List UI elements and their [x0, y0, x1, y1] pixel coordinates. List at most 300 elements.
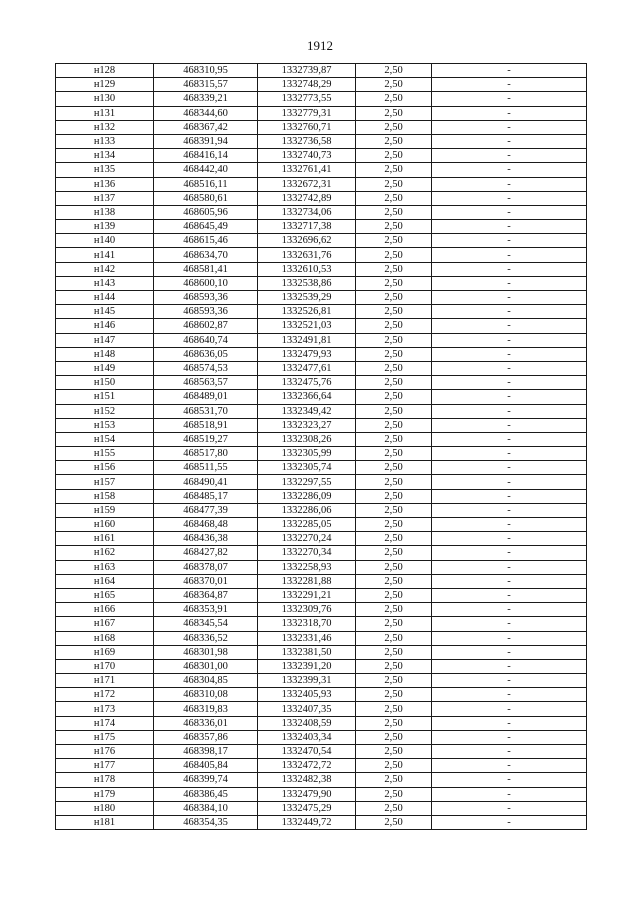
y-coordinate-cell: 1332472,72	[258, 759, 356, 773]
y-coordinate-cell: 1332539,29	[258, 291, 356, 305]
description-cell: -	[432, 134, 587, 148]
accuracy-cell: 2,50	[356, 447, 432, 461]
table-row	[56, 503, 587, 517]
x-coordinate-cell: 468416,14	[154, 149, 258, 163]
point-id-cell: н169	[56, 645, 154, 659]
y-coordinate-cell: 1332538,86	[258, 276, 356, 290]
table-row	[56, 276, 587, 290]
table-row	[56, 475, 587, 489]
x-coordinate-cell: 468378,07	[154, 560, 258, 574]
accuracy-cell: 2,50	[356, 730, 432, 744]
point-id-cell: н181	[56, 815, 154, 829]
x-coordinate-cell: 468336,52	[154, 631, 258, 645]
point-id-cell: н158	[56, 489, 154, 503]
x-coordinate-cell: 468580,61	[154, 191, 258, 205]
point-id-cell: н157	[56, 475, 154, 489]
y-coordinate-cell: 1332331,46	[258, 631, 356, 645]
table-row	[56, 574, 587, 588]
y-coordinate-cell: 1332408,59	[258, 716, 356, 730]
x-coordinate-cell: 468386,45	[154, 787, 258, 801]
accuracy-cell: 2,50	[356, 106, 432, 120]
x-coordinate-cell: 468391,94	[154, 134, 258, 148]
point-id-cell: н136	[56, 177, 154, 191]
description-cell: -	[432, 163, 587, 177]
table-row	[56, 773, 587, 787]
point-id-cell: н134	[56, 149, 154, 163]
description-cell: -	[432, 674, 587, 688]
description-cell: -	[432, 305, 587, 319]
table-row	[56, 305, 587, 319]
y-coordinate-cell: 1332291,21	[258, 588, 356, 602]
x-coordinate-cell: 468344,60	[154, 106, 258, 120]
accuracy-cell: 2,50	[356, 418, 432, 432]
point-id-cell: н154	[56, 432, 154, 446]
x-coordinate-cell: 468511,55	[154, 461, 258, 475]
table-row	[56, 560, 587, 574]
accuracy-cell: 2,50	[356, 404, 432, 418]
table-row	[56, 234, 587, 248]
table-row	[56, 432, 587, 446]
point-id-cell: н174	[56, 716, 154, 730]
point-id-cell: н165	[56, 588, 154, 602]
description-cell: -	[432, 631, 587, 645]
point-id-cell: н151	[56, 390, 154, 404]
point-id-cell: н166	[56, 603, 154, 617]
x-coordinate-cell: 468519,27	[154, 432, 258, 446]
accuracy-cell: 2,50	[356, 120, 432, 134]
table-row	[56, 177, 587, 191]
x-coordinate-cell: 468517,80	[154, 447, 258, 461]
accuracy-cell: 2,50	[356, 503, 432, 517]
point-id-cell: н129	[56, 78, 154, 92]
description-cell: -	[432, 78, 587, 92]
x-coordinate-cell: 468593,36	[154, 305, 258, 319]
description-cell: -	[432, 730, 587, 744]
accuracy-cell: 2,50	[356, 518, 432, 532]
coordinates-table-body	[56, 64, 587, 830]
x-coordinate-cell: 468367,42	[154, 120, 258, 134]
point-id-cell: н167	[56, 617, 154, 631]
point-id-cell: н161	[56, 532, 154, 546]
point-id-cell: н176	[56, 745, 154, 759]
accuracy-cell: 2,50	[356, 603, 432, 617]
table-row	[56, 716, 587, 730]
x-coordinate-cell: 468301,00	[154, 659, 258, 673]
point-id-cell: н168	[56, 631, 154, 645]
description-cell: -	[432, 588, 587, 602]
y-coordinate-cell: 1332318,70	[258, 617, 356, 631]
x-coordinate-cell: 468304,85	[154, 674, 258, 688]
accuracy-cell: 2,50	[356, 489, 432, 503]
description-cell: -	[432, 390, 587, 404]
x-coordinate-cell: 468384,10	[154, 801, 258, 815]
table-row	[56, 347, 587, 361]
accuracy-cell: 2,50	[356, 815, 432, 829]
description-cell: -	[432, 120, 587, 134]
table-row	[56, 64, 587, 78]
x-coordinate-cell: 468490,41	[154, 475, 258, 489]
accuracy-cell: 2,50	[356, 588, 432, 602]
table-row	[56, 106, 587, 120]
point-id-cell: н132	[56, 120, 154, 134]
description-cell: -	[432, 92, 587, 106]
y-coordinate-cell: 1332281,88	[258, 574, 356, 588]
accuracy-cell: 2,50	[356, 376, 432, 390]
point-id-cell: н137	[56, 191, 154, 205]
table-row	[56, 645, 587, 659]
accuracy-cell: 2,50	[356, 262, 432, 276]
description-cell: -	[432, 518, 587, 532]
accuracy-cell: 2,50	[356, 333, 432, 347]
accuracy-cell: 2,50	[356, 64, 432, 78]
y-coordinate-cell: 1332739,87	[258, 64, 356, 78]
y-coordinate-cell: 1332717,38	[258, 220, 356, 234]
table-row	[56, 588, 587, 602]
table-row	[56, 532, 587, 546]
y-coordinate-cell: 1332349,42	[258, 404, 356, 418]
description-cell: -	[432, 532, 587, 546]
x-coordinate-cell: 468602,87	[154, 319, 258, 333]
description-cell: -	[432, 801, 587, 815]
x-coordinate-cell: 468353,91	[154, 603, 258, 617]
y-coordinate-cell: 1332477,61	[258, 361, 356, 375]
point-id-cell: н164	[56, 574, 154, 588]
table-row	[56, 631, 587, 645]
table-row	[56, 489, 587, 503]
point-id-cell: н148	[56, 347, 154, 361]
accuracy-cell: 2,50	[356, 617, 432, 631]
x-coordinate-cell: 468531,70	[154, 404, 258, 418]
point-id-cell: н140	[56, 234, 154, 248]
y-coordinate-cell: 1332479,90	[258, 787, 356, 801]
y-coordinate-cell: 1332779,31	[258, 106, 356, 120]
x-coordinate-cell: 468516,11	[154, 177, 258, 191]
description-cell: -	[432, 404, 587, 418]
table-row	[56, 191, 587, 205]
point-id-cell: н142	[56, 262, 154, 276]
point-id-cell: н130	[56, 92, 154, 106]
y-coordinate-cell: 1332672,31	[258, 177, 356, 191]
table-row	[56, 248, 587, 262]
point-id-cell: н172	[56, 688, 154, 702]
table-row	[56, 759, 587, 773]
point-id-cell: н152	[56, 404, 154, 418]
table-row	[56, 461, 587, 475]
point-id-cell: н177	[56, 759, 154, 773]
accuracy-cell: 2,50	[356, 745, 432, 759]
description-cell: -	[432, 503, 587, 517]
point-id-cell: н144	[56, 291, 154, 305]
description-cell: -	[432, 815, 587, 829]
y-coordinate-cell: 1332470,54	[258, 745, 356, 759]
accuracy-cell: 2,50	[356, 276, 432, 290]
accuracy-cell: 2,50	[356, 645, 432, 659]
accuracy-cell: 2,50	[356, 773, 432, 787]
table-row	[56, 659, 587, 673]
accuracy-cell: 2,50	[356, 659, 432, 673]
description-cell: -	[432, 291, 587, 305]
y-coordinate-cell: 1332736,58	[258, 134, 356, 148]
x-coordinate-cell: 468605,96	[154, 205, 258, 219]
accuracy-cell: 2,50	[356, 78, 432, 92]
table-row	[56, 674, 587, 688]
table-row	[56, 617, 587, 631]
description-cell: -	[432, 787, 587, 801]
accuracy-cell: 2,50	[356, 248, 432, 262]
accuracy-cell: 2,50	[356, 220, 432, 234]
y-coordinate-cell: 1332482,38	[258, 773, 356, 787]
description-cell: -	[432, 64, 587, 78]
point-id-cell: н143	[56, 276, 154, 290]
description-cell: -	[432, 262, 587, 276]
description-cell: -	[432, 603, 587, 617]
accuracy-cell: 2,50	[356, 177, 432, 191]
y-coordinate-cell: 1332403,34	[258, 730, 356, 744]
x-coordinate-cell: 468518,91	[154, 418, 258, 432]
table-row	[56, 447, 587, 461]
table-row	[56, 801, 587, 815]
x-coordinate-cell: 468405,84	[154, 759, 258, 773]
x-coordinate-cell: 468477,39	[154, 503, 258, 517]
table-row	[56, 702, 587, 716]
accuracy-cell: 2,50	[356, 92, 432, 106]
y-coordinate-cell: 1332305,99	[258, 447, 356, 461]
table-row	[56, 291, 587, 305]
y-coordinate-cell: 1332491,81	[258, 333, 356, 347]
point-id-cell: н135	[56, 163, 154, 177]
y-coordinate-cell: 1332270,24	[258, 532, 356, 546]
y-coordinate-cell: 1332631,76	[258, 248, 356, 262]
point-id-cell: н153	[56, 418, 154, 432]
description-cell: -	[432, 702, 587, 716]
point-id-cell: н178	[56, 773, 154, 787]
table-row	[56, 262, 587, 276]
point-id-cell: н159	[56, 503, 154, 517]
description-cell: -	[432, 546, 587, 560]
accuracy-cell: 2,50	[356, 532, 432, 546]
x-coordinate-cell: 468310,95	[154, 64, 258, 78]
table-row	[56, 92, 587, 106]
accuracy-cell: 2,50	[356, 787, 432, 801]
description-cell: -	[432, 376, 587, 390]
description-cell: -	[432, 475, 587, 489]
table-row	[56, 376, 587, 390]
x-coordinate-cell: 468600,10	[154, 276, 258, 290]
y-coordinate-cell: 1332285,05	[258, 518, 356, 532]
table-row	[56, 418, 587, 432]
y-coordinate-cell: 1332391,20	[258, 659, 356, 673]
description-cell: -	[432, 447, 587, 461]
table-row	[56, 404, 587, 418]
x-coordinate-cell: 468319,83	[154, 702, 258, 716]
description-cell: -	[432, 106, 587, 120]
y-coordinate-cell: 1332286,06	[258, 503, 356, 517]
description-cell: -	[432, 574, 587, 588]
table-row	[56, 787, 587, 801]
y-coordinate-cell: 1332742,89	[258, 191, 356, 205]
accuracy-cell: 2,50	[356, 205, 432, 219]
accuracy-cell: 2,50	[356, 234, 432, 248]
x-coordinate-cell: 468485,17	[154, 489, 258, 503]
accuracy-cell: 2,50	[356, 674, 432, 688]
point-id-cell: н133	[56, 134, 154, 148]
x-coordinate-cell: 468436,38	[154, 532, 258, 546]
y-coordinate-cell: 1332258,93	[258, 560, 356, 574]
description-cell: -	[432, 617, 587, 631]
description-cell: -	[432, 361, 587, 375]
table-row	[56, 546, 587, 560]
x-coordinate-cell: 468563,57	[154, 376, 258, 390]
description-cell: -	[432, 560, 587, 574]
y-coordinate-cell: 1332308,26	[258, 432, 356, 446]
accuracy-cell: 2,50	[356, 475, 432, 489]
accuracy-cell: 2,50	[356, 361, 432, 375]
table-row	[56, 745, 587, 759]
y-coordinate-cell: 1332479,93	[258, 347, 356, 361]
accuracy-cell: 2,50	[356, 291, 432, 305]
y-coordinate-cell: 1332696,62	[258, 234, 356, 248]
y-coordinate-cell: 1332323,27	[258, 418, 356, 432]
point-id-cell: н156	[56, 461, 154, 475]
accuracy-cell: 2,50	[356, 390, 432, 404]
accuracy-cell: 2,50	[356, 149, 432, 163]
point-id-cell: н162	[56, 546, 154, 560]
description-cell: -	[432, 659, 587, 673]
point-id-cell: н180	[56, 801, 154, 815]
description-cell: -	[432, 177, 587, 191]
x-coordinate-cell: 468345,54	[154, 617, 258, 631]
y-coordinate-cell: 1332305,74	[258, 461, 356, 475]
accuracy-cell: 2,50	[356, 432, 432, 446]
accuracy-cell: 2,50	[356, 319, 432, 333]
description-cell: -	[432, 745, 587, 759]
table-row	[56, 603, 587, 617]
point-id-cell: н139	[56, 220, 154, 234]
description-cell: -	[432, 333, 587, 347]
y-coordinate-cell: 1332270,34	[258, 546, 356, 560]
description-cell: -	[432, 234, 587, 248]
accuracy-cell: 2,50	[356, 759, 432, 773]
y-coordinate-cell: 1332405,93	[258, 688, 356, 702]
x-coordinate-cell: 468645,49	[154, 220, 258, 234]
accuracy-cell: 2,50	[356, 688, 432, 702]
point-id-cell: н131	[56, 106, 154, 120]
table-row	[56, 319, 587, 333]
y-coordinate-cell: 1332366,64	[258, 390, 356, 404]
point-id-cell: н146	[56, 319, 154, 333]
description-cell: -	[432, 461, 587, 475]
x-coordinate-cell: 468398,17	[154, 745, 258, 759]
table-row	[56, 815, 587, 829]
table-row	[56, 688, 587, 702]
point-id-cell: н145	[56, 305, 154, 319]
point-id-cell: н138	[56, 205, 154, 219]
point-id-cell: н171	[56, 674, 154, 688]
table-row	[56, 390, 587, 404]
point-id-cell: н149	[56, 361, 154, 375]
table-row	[56, 730, 587, 744]
y-coordinate-cell: 1332475,29	[258, 801, 356, 815]
y-coordinate-cell: 1332773,55	[258, 92, 356, 106]
description-cell: -	[432, 319, 587, 333]
x-coordinate-cell: 468468,48	[154, 518, 258, 532]
x-coordinate-cell: 468427,82	[154, 546, 258, 560]
accuracy-cell: 2,50	[356, 702, 432, 716]
y-coordinate-cell: 1332610,53	[258, 262, 356, 276]
x-coordinate-cell: 468442,40	[154, 163, 258, 177]
y-coordinate-cell: 1332399,31	[258, 674, 356, 688]
table-row	[56, 220, 587, 234]
description-cell: -	[432, 248, 587, 262]
description-cell: -	[432, 645, 587, 659]
description-cell: -	[432, 773, 587, 787]
description-cell: -	[432, 191, 587, 205]
point-id-cell: н128	[56, 64, 154, 78]
table-row	[56, 333, 587, 347]
x-coordinate-cell: 468364,87	[154, 588, 258, 602]
table-row	[56, 78, 587, 92]
y-coordinate-cell: 1332740,73	[258, 149, 356, 163]
description-cell: -	[432, 220, 587, 234]
accuracy-cell: 2,50	[356, 461, 432, 475]
y-coordinate-cell: 1332748,29	[258, 78, 356, 92]
accuracy-cell: 2,50	[356, 574, 432, 588]
accuracy-cell: 2,50	[356, 305, 432, 319]
accuracy-cell: 2,50	[356, 163, 432, 177]
x-coordinate-cell: 468634,70	[154, 248, 258, 262]
x-coordinate-cell: 468336,01	[154, 716, 258, 730]
table-row	[56, 361, 587, 375]
y-coordinate-cell: 1332475,76	[258, 376, 356, 390]
x-coordinate-cell: 468581,41	[154, 262, 258, 276]
accuracy-cell: 2,50	[356, 347, 432, 361]
page-number: 1912	[307, 38, 333, 53]
table-row	[56, 134, 587, 148]
table-row	[56, 120, 587, 134]
y-coordinate-cell: 1332734,06	[258, 205, 356, 219]
point-id-cell: н170	[56, 659, 154, 673]
y-coordinate-cell: 1332297,55	[258, 475, 356, 489]
x-coordinate-cell: 468301,98	[154, 645, 258, 659]
x-coordinate-cell: 468636,05	[154, 347, 258, 361]
x-coordinate-cell: 468315,57	[154, 78, 258, 92]
table-row	[56, 149, 587, 163]
point-id-cell: н173	[56, 702, 154, 716]
description-cell: -	[432, 276, 587, 290]
y-coordinate-cell: 1332760,71	[258, 120, 356, 134]
x-coordinate-cell: 468615,46	[154, 234, 258, 248]
y-coordinate-cell: 1332526,81	[258, 305, 356, 319]
y-coordinate-cell: 1332449,72	[258, 815, 356, 829]
x-coordinate-cell: 468354,35	[154, 815, 258, 829]
accuracy-cell: 2,50	[356, 546, 432, 560]
accuracy-cell: 2,50	[356, 560, 432, 574]
description-cell: -	[432, 688, 587, 702]
description-cell: -	[432, 716, 587, 730]
point-id-cell: н160	[56, 518, 154, 532]
point-id-cell: н147	[56, 333, 154, 347]
accuracy-cell: 2,50	[356, 801, 432, 815]
table-row	[56, 205, 587, 219]
x-coordinate-cell: 468339,21	[154, 92, 258, 106]
y-coordinate-cell: 1332521,03	[258, 319, 356, 333]
coordinates-table	[55, 63, 587, 830]
x-coordinate-cell: 468489,01	[154, 390, 258, 404]
x-coordinate-cell: 468310,08	[154, 688, 258, 702]
point-id-cell: н141	[56, 248, 154, 262]
x-coordinate-cell: 468357,86	[154, 730, 258, 744]
description-cell: -	[432, 149, 587, 163]
